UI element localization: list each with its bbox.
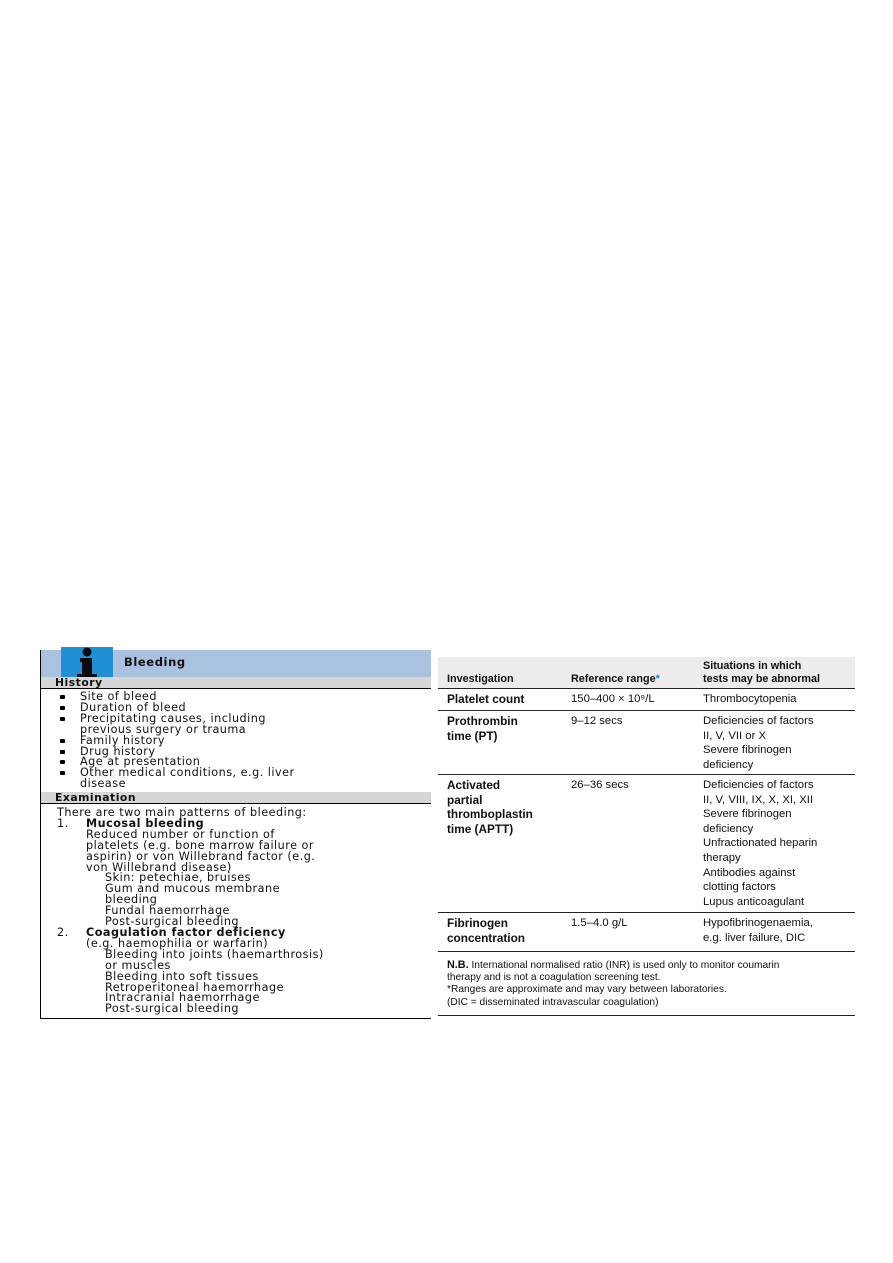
situations-cell: Deficiencies of factors II, V, VII or X Severe fibrinogen deficiency <box>703 715 814 771</box>
history-item-cont: disease <box>80 777 126 791</box>
pattern-1-sign: Gum and mucous membrane <box>105 882 280 896</box>
investigation-cell: Activated partial thromboplastin time (APTT) <box>447 778 533 836</box>
history-item-cont: previous surgery or trauma <box>80 722 247 736</box>
history-list <box>59 692 429 790</box>
info-i-icon <box>61 647 113 678</box>
box-title: Bleeding <box>124 655 186 669</box>
history-item: Drug history <box>59 747 429 758</box>
table-header-row <box>438 657 855 689</box>
pattern-1-title: 1. Mucosal bleeding <box>57 816 205 830</box>
pattern-2-sign: Bleeding into joints (haemarthrosis) <box>105 947 324 961</box>
pattern-2-sign: Bleeding into soft tissues <box>105 969 259 983</box>
exam-intro: There are two main patterns of bleeding: <box>57 806 307 819</box>
reference-cell: 1.5–4.0 g/L <box>571 917 628 929</box>
pattern-2-sign: Post-surgical bleeding <box>105 1002 240 1016</box>
history-heading: History <box>41 677 431 689</box>
reference-cell: 9–12 secs <box>571 715 623 727</box>
pattern-1-sign: Fundal haemorrhage <box>105 904 230 918</box>
pattern-1-desc: von Willebrand disease) <box>86 860 232 874</box>
bullet-icon <box>60 750 65 754</box>
bleeding-info-box <box>40 650 431 1019</box>
history-item: Age at presentation <box>59 757 429 768</box>
table-row <box>438 689 855 711</box>
situations-cell: Hypofibrinogenaemia, e.g. liver failure, DIC <box>703 917 813 944</box>
situations-cell: Deficiencies of factors II, V, VIII, IX, X, XI, XII Severe fibrinogen deficiency Unfractionated heparin therapy Antibodies against clotting factors Lupus anticoagulant <box>703 779 818 908</box>
history-item: Site of bleed <box>59 692 429 703</box>
history-item: Family history <box>59 736 429 747</box>
investigation-cell: Prothrombin time (PT) <box>447 714 518 743</box>
pattern-2-sign: or muscles <box>105 958 171 972</box>
bullet-icon <box>60 706 65 710</box>
pattern-1-sign: Skin: petechiae, bruises <box>105 871 251 885</box>
history-item: Precipitating causes, including <box>59 714 429 725</box>
table-row <box>438 711 855 775</box>
pattern-2-desc: (e.g. haemophilia or warfarin) <box>86 936 269 950</box>
investigation-cell: Platelet count <box>447 692 525 706</box>
pattern-1-desc: aspirin) or von Willebrand factor (e.g. <box>86 849 316 863</box>
examination-heading: Examination <box>41 792 431 804</box>
bullet-icon <box>60 771 65 775</box>
pattern-1-sign: bleeding <box>105 893 158 907</box>
table-row <box>438 913 855 952</box>
bullet-icon <box>60 739 65 743</box>
pattern-1-desc: Reduced number or function of <box>86 827 275 841</box>
bleeding-title-bar <box>41 650 431 677</box>
investigations-table <box>438 657 855 1016</box>
situations-cell: Thrombocytopenia <box>703 693 797 705</box>
investigation-cell: Fibrinogen concentration <box>447 916 525 945</box>
history-item: Duration of bleed <box>59 703 429 714</box>
bullet-icon <box>60 695 65 699</box>
bullet-icon <box>60 717 65 721</box>
table-footnote: N.B. International normalised ratio (INR) is used only to monitor coumarin therapy and is not a coagulation screening test. *Ranges are approximate and may vary between laboratories. (DIC = disseminated intravascular coagulation) <box>438 952 855 1016</box>
reference-cell: 26–36 secs <box>571 779 629 791</box>
pattern-1-sign: Post-surgical bleeding <box>105 915 240 929</box>
reference-cell: 150–400 × 10⁹/L <box>571 693 655 705</box>
pattern-1-desc: platelets (e.g. bone marrow failure or <box>86 838 314 852</box>
pattern-2-sign: Intracranial haemorrhage <box>105 991 260 1005</box>
header-situations: Situations in which tests may be abnormal <box>703 660 821 685</box>
bullet-icon <box>60 760 65 764</box>
table-row <box>438 775 855 913</box>
header-investigation: Investigation <box>447 673 514 685</box>
history-item: Other medical conditions, e.g. liver <box>59 768 429 779</box>
pattern-2-sign: Retroperitoneal haemorrhage <box>105 980 284 994</box>
pattern-2-title: 2. Coagulation factor deficiency <box>57 925 286 939</box>
header-reference-range: Reference range* <box>571 673 660 685</box>
examination-content <box>57 808 429 1015</box>
